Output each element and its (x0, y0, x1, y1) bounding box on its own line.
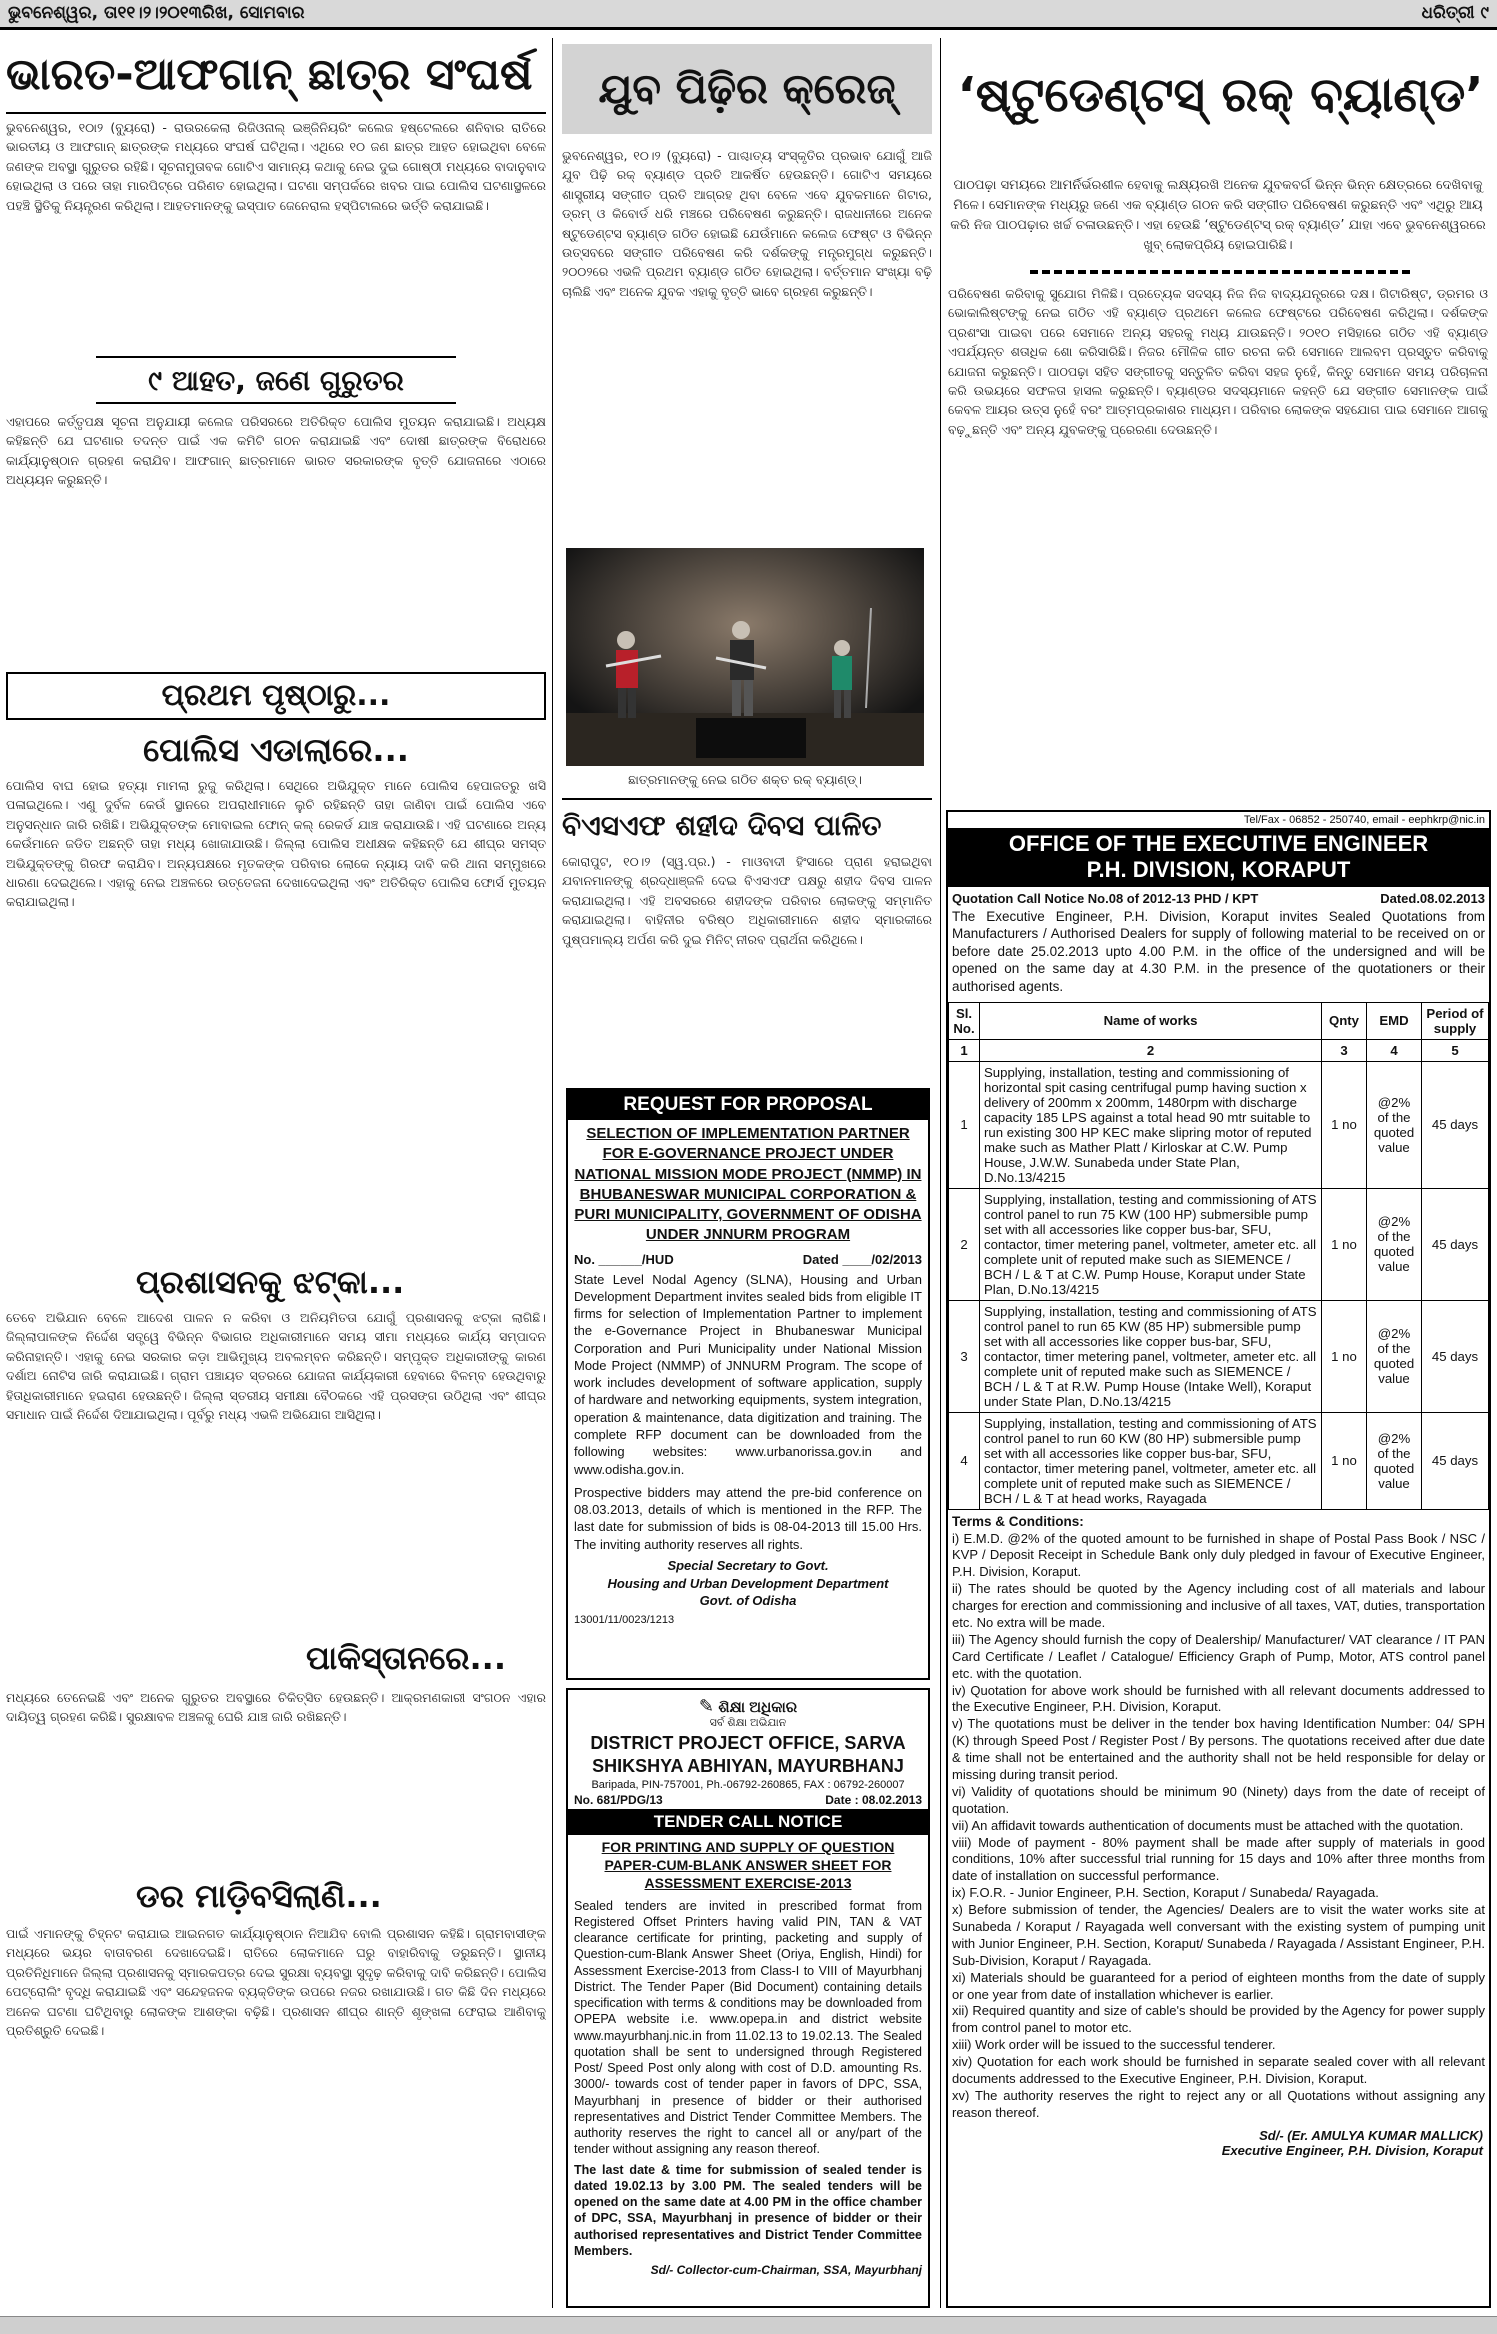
headline-bsf: ବିଏସଏଫ ଶହୀଦ ଦିବସ ପାଳିତ (562, 809, 882, 842)
row-period: 45 days (1422, 1300, 1489, 1412)
idx-cell: 5 (1422, 1039, 1489, 1061)
column-rule-1 (552, 38, 553, 2308)
ssa-date: Date : 08.02.2013 (825, 1793, 922, 1807)
ssa-logo (568, 1690, 928, 1730)
col-name: Name of works (980, 1002, 1322, 1039)
row-qnty: 1 no (1322, 1188, 1367, 1300)
section-title-fear: ଡର ମାଡ଼ିବସିଲାଣି... (136, 1877, 382, 1915)
ee-contact: Tel/Fax - 06852 - 250740, email - eephkrp@nic.in (1243, 814, 1485, 826)
rfp-subtitle: SELECTION OF IMPLEMENTATION PARTNER FOR E-GOVERNANCE PROJECT UNDER NATIONAL MISSION MODE PROJECT (NMMP) IN BHUBANESWAR MUNICIPAL CORPORATION & PURI MUNICIPALITY, GOVERNMENT OF ODISHA UNDER JNNURM PROGRAM (574, 1125, 922, 1244)
term-item: i) E.M.D. @2% of the quoted amount to be furnished in shape of Postal Pass Book / NSC / KVP / Deposit Receipt in Schedule Bank only duly pledged in favour of Executive Engineer, P.H. Division, Koraput. (952, 1530, 1485, 1580)
band-photo-caption: ଛାତ୍ରମାନଙ୍କୁ ନେଇ ଗଠିତ ଶକ୍ତ ରକ୍ ବ୍ୟାଣ୍ଡ୍। (628, 772, 862, 787)
row-work: Supplying, installation, testing and commissioning of ATS control panel to run 65 KW (85 HP) submersible pump set with all accessories like copper bus-bar, SFU, contactor, timer metering panel, voltmeter, ameter etc. all complete unit of reputed make such as SIEMENCE / BCH / L & T at R.W. Pump House (Intake Well), Koraput under State Plan, D.No.13/4215 (980, 1300, 1322, 1412)
band-photo-illustration (566, 548, 924, 766)
rfp-sign-1: Special Secretary to Govt. (667, 1558, 829, 1573)
term-item: xiv) Quotation for each work should be furnished in separate sealed cover with all relevant documents addressed to the Executive Engineer, P.H. Division, Koraput. (952, 2054, 1485, 2087)
rfp-number: No. ______/HUD (574, 1251, 674, 1267)
col-qnty: Qnty (1322, 1002, 1367, 1039)
column-rule-2 (940, 38, 941, 2308)
ee-title-2: P.H. DIVISION, KORAPUT (1086, 857, 1351, 883)
section-title-pakistan: ପାକିସ୍ତାନରେ... (306, 1639, 506, 1677)
term-item: ix) F.O.R. - Junior Engineer, P.H. Section, Koraput / Sunabeda/ Rayagada. (952, 1885, 1379, 1901)
headline-youth-craze: ଯୁବ ପିଢ଼ିର କ୍ରେଜ୍ (562, 44, 932, 134)
page-header (0, 0, 1497, 30)
works-table (948, 1002, 1489, 1510)
ssa-subject: FOR PRINTING AND SUPPLY OF QUESTION PAPER-CUM-BLANK ANSWER SHEET FOR ASSESSMENT EXERCISE-2013 (601, 1839, 895, 1892)
ssa-notice-title: TENDER CALL NOTICE (568, 1809, 928, 1835)
dashed-divider (1030, 270, 1410, 274)
row-work: Supplying, installation, testing and commissioning of horizontal spit casing centrifugal pump having suction x delivery of 200mm x 200mm, 1480rpm with discharge capacity 185 LPS against a total head 90 mtr suitable to run existing 300 HP KEC make slipring motor of reputed make such as Mather Platt / Kirloskar at C.W. Pump House, J.W.W. Sunabeda under State Plan, D.No.13/4215 (980, 1061, 1322, 1188)
dateline: ଭୁବନେଶ୍ୱର, ତା୧୧।୨।୨୦୧୩ରିଖ, ସୋମବାର (8, 3, 305, 23)
section-body-pakistan: ମଧ୍ୟରେ ତେନେଇଛି ଏବଂ ଅନେକ ଗୁରୁତର ଅବସ୍ଥାରେ ଚିକିତ୍ସିତ ହେଉଛନ୍ତି। ଆକ୍ରମଣକାରୀ ସଂଗଠନ ଏହାର ଦାୟିତ୍ୱ ଗ୍ରହଣ କରିଛି। ସୁରକ୍ଷାବଳ ଅଞ୍ଚଳକୁ ଘେରି ଯାଞ୍ଚ ଜାରି ରଖିଛନ୍ତି। (6, 1690, 546, 1725)
ee-intro: The Executive Engineer, P.H. Division, Koraput invites Sealed Quotations from Manufacturers / Authorised Dealers for supply of following material to be received on or before date 25.02.2013 upto 4.00 P.M. in the office of the undersigned and will be opened on the same day at 4.30 P.M. in the presence of the quotationers or their authorised agents. (952, 908, 1485, 994)
article-body-2: ଏହାପରେ କର୍ତ୍ତୃପକ୍ଷ ସୂଚନା ଅନୁଯାୟୀ କଲେଜ ପରିସରରେ ଅତିରିକ୍ତ ପୋଲିସ ମୁତୟନ କରାଯାଇଛି। ଅଧ୍ୟକ୍ଷ କହିଛନ୍ତି ଯେ ଘଟଣାର ତଦନ୍ତ ପାଇଁ ଏକ କମିଟି ଗଠନ କରାଯାଇଛି ଏବଂ ଦୋଷୀ ଛାତ୍ରଙ୍କ ବିରୋଧରେ କାର୍ଯ୍ୟାନୁଷ୍ଠାନ ଗ୍ରହଣ କରାଯିବ। ଆଫଗାନ୍ ଛାତ୍ରମାନେ ଭାରତ ସରକାରଙ୍କ ବୃତ୍ତି ଯୋଜନାରେ ଏଠାରେ ଅଧ୍ୟୟନ କରୁଛନ୍ତି। (6, 414, 546, 488)
term-item: vi) Validity of quotations should be minimum 90 (Ninety) days from the date of receipt of quotation. (952, 1783, 1485, 1816)
ee-sign-1: Sd/- (Er. AMULYA KUMAR MALLICK) (1259, 2127, 1483, 2143)
rock-band-intro: ପାଠପଢ଼ା ସମୟରେ ଆମର୍ନିର୍ଭରଶୀଳ ହେବାକୁ ଲକ୍ଷ୍ୟରଖି ଅନେକ ଯୁବକବର୍ଗ ଭିନ୍ନ ଭିନ୍ନ କ୍ଷେତ୍ରରେ ଦେଖିବାକୁ ମିଳେ। ସେମାନଙ୍କ ମଧ୍ୟରୁ ଜଣେ ଏକ ବ୍ୟାଣ୍ଡ ଗଠନ କରି ସଙ୍ଗୀତ ପରିବେଷଣ କରୁଛନ୍ତି ଏବଂ ଏଥିରୁ ଆୟ କରି ନିଜ ପାଠପଢ଼ାର ଖର୍ଚ୍ଚ ଚଳାଉଛନ୍ତି। ଏହା ହେଉଛି ‘ଷ୍ଟୁଡେଣ୍ଟସ୍ ରକ୍ ବ୍ୟାଣ୍ଡ’ ଯାହା ଏବେ ଭୁବନେଶ୍ୱରରେ ଖୁବ୍ ଲୋକପ୍ରିୟ ହୋଇପାରିଛି। (950, 178, 1486, 254)
pencil-icon: ✎ (698, 1696, 714, 1716)
ssa-last-date: The last date & time for submission of sealed tender is dated 19.02.13 by 3.00 PM. The sealed tenders will be opened on the same date at 4.00 PM in the office chamber of DPC, SSA, Mayurbhanj in presence of bidder or their authorised representatives and District Tender Committee Members. (574, 2162, 922, 2258)
col-sl: Sl. No. (949, 1002, 980, 1039)
section-body-fear: ପାଇଁ ଏମାନଙ୍କୁ ଚିହ୍ନଟ କରାଯାଇ ଆଇନଗତ କାର୍ଯ୍ୟାନୁଷ୍ଠାନ ନିଆଯିବ ବୋଲି ପ୍ରଶାସନ କହିଛି। ଗ୍ରାମବାସୀଙ୍କ ମଧ୍ୟରେ ଭୟର ବାତାବରଣ ଦେଖାଦେଇଛି। ରାତିରେ ଲୋକମାନେ ଘରୁ ବାହାରିବାକୁ ଡରୁଛନ୍ତି। ସ୍ଥାନୀୟ ପ୍ରତିନିଧିମାନେ ଜିଲ୍ଲା ପ୍ରଶାସନକୁ ସ୍ମାରକପତ୍ର ଦେଇ ସୁରକ୍ଷା ବ୍ୟବସ୍ଥା ସୁଦୃଢ଼ କରିବାକୁ ଦାବି କରିଛନ୍ତି। ପୋଲିସ ପେଟ୍ରୋଲିଂ ବୃଦ୍ଧି କରାଯାଇଛି ଏବଂ ସନ୍ଦେହଜନକ ବ୍ୟକ୍ତିଙ୍କ ଉପରେ ନଜର ରଖାଯାଉଛି। ଗତ କିଛି ଦିନ ମଧ୍ୟରେ ଅନେକ ଘଟଣା ଘଟିଥିବାରୁ ଲୋକଙ୍କ ଆଶଙ୍କା ବଢ଼ିଛି। ପ୍ରଶାସନ ଶୀଘ୍ର ଶାନ୍ତି ଶୃଙ୍ଖଳା ଫେରାଇ ଆଣିବାକୁ ପ୍ରତିଶ୍ରୁତି ଦେଇଛି। (6, 1926, 546, 2038)
table-row (949, 1061, 1489, 1188)
row-emd: @2% of the quoted value (1367, 1061, 1422, 1188)
column-left (6, 38, 546, 2308)
youth-article-body: ଭୁବନେଶ୍ୱର, ୧୦।୨ (ବ୍ୟୁରୋ) - ପାଶ୍ଚାତ୍ୟ ସଂସ୍କୃତିର ପ୍ରଭାବ ଯୋଗୁଁ ଆଜି ଯୁବ ପିଢ଼ି ରକ୍ ବ୍ୟାଣ୍ଡ ପ୍ରତି ଆକର୍ଷିତ ହେଉଛନ୍ତି। ଗୋଟିଏ ସମୟରେ ଶାସ୍ତ୍ରୀୟ ସଙ୍ଗୀତ ପ୍ରତି ଆଗ୍ରହ ଥିବା ବେଳେ ଏବେ ଯୁବକମାନେ ଗିଟାର, ଡ୍ରମ୍ ଓ କିବୋର୍ଡ ଧରି ମଞ୍ଚରେ ପରିବେଷଣ କରୁଛନ୍ତି। ରାଜଧାନୀରେ ଅନେକ ଷ୍ଟୁଡେଣ୍ଟସ ବ୍ୟାଣ୍ଡ ଗଠିତ ହୋଇଛି ଯେଉଁମାନେ କଲେଜ ଫେଷ୍ଟ ଓ ବିଭିନ୍ନ ଉତ୍ସବରେ ସଙ୍ଗୀତ ପରିବେଷଣ କରି ଦର୍ଶକଙ୍କୁ ମନ୍ତ୍ରମୁଗ୍ଧ କରୁଛନ୍ତି। ୨୦୦୨ରେ ଏଭଳି ପ୍ରଥମ ବ୍ୟାଣ୍ଡ ଗଠିତ ହୋଇଥିଲା। ବର୍ତ୍ତମାନ ସଂଖ୍ୟା ବଢ଼ି ଚାଲିଛି ଏବଂ ଅନେକ ଯୁବକ ଏହାକୁ ବୃତ୍ତି ଭାବେ ଗ୍ରହଣ କରୁଛନ୍ତି। (562, 148, 932, 299)
term-item: vii) An affidavit towards authentication of documents must be attached with the quotation. (952, 1817, 1464, 1833)
ssa-signature: Sd/- Collector-cum-Chairman, SSA, Mayurbhanj (650, 2263, 922, 2278)
page-number: ଧରିତ୍ରୀ ୯ (1421, 3, 1489, 23)
divider (6, 112, 546, 114)
rfp-sign-3: Govt. of Odisha (699, 1593, 797, 1609)
article-body: ଭୁବନେଶ୍ୱର, ୧୦ା୨ (ବ୍ୟୁରୋ) - ରାଉରକେଲା ରିଜିଓନାଲ୍ ଇଞ୍ଜିନିୟରିଂ କଲେଜ ହଷ୍ଟେଲରେ ଶନିବାର ରାତିରେ ଭାରତୀୟ ଓ ଆଫଗାନ୍ ଛାତ୍ରଙ୍କ ମଧ୍ୟରେ ସଂଘର୍ଷ ଘଟିଥିଲା। ଏଥିରେ ୧୦ ଜଣ ଛାତ୍ର ଆହତ ହୋଇଥିବା ବେଳେ ଜଣଙ୍କ ଅବସ୍ଥା ଗୁରୁତର ରହିଛି। ସୂଚନାମୁତାବକ ଗୋଟିଏ ସାମାନ୍ୟ କଥାକୁ ନେଇ ଦୁଇ ଗୋଷ୍ଠୀ ମଧ୍ୟରେ ବାଦାନୁବାଦ ହୋଇଥିଲା ଓ ପରେ ତାହା ମାରପିଟ୍‌ରେ ପରିଣତ ହୋଇଥିଲା। ଘଟଣା ସମ୍ପର୍କରେ ଖବର ପାଇ ପୋଲିସ ଘଟଣାସ୍ଥଳରେ ପହଞ୍ଚି ସ୍ଥିତିକୁ ନିୟନ୍ତ୍ରଣ କରିଥିଲା। ଆହତମାନଙ୍କୁ ଇସ୍ପାତ ଜେନେରାଲ ହସ୍ପିଟାଲରେ ଭର୍ତ୍ତି କରାଯାଇଛି। (6, 120, 546, 213)
rfp-code: 13001/11/0023/1213 (574, 1613, 675, 1626)
idx-cell: 3 (1322, 1039, 1367, 1061)
term-item: xi) Materials should be guaranteed for a period of eighteen months from the date of supply or one year from date of installation whichever is earlier. (952, 1969, 1485, 2002)
subhead-injured: ୯ ଆହତ, ଜଣେ ଗୁରୁତର (96, 356, 456, 404)
ee-notice-date: Dated.08.02.2013 (1380, 890, 1485, 906)
divider (562, 798, 932, 800)
term-item: xiii) Work order will be issued to the successful tenderer. (952, 2037, 1276, 2053)
section-title-police: ପୋଲିସ ଏଡାଲାରେ... (143, 731, 409, 769)
ssa-title: DISTRICT PROJECT OFFICE, SARVA SHIKSHYA ABHIYAN, MAYURBHANJ (590, 1733, 906, 1776)
row-emd: @2% of the quoted value (1367, 1412, 1422, 1509)
term-item: xv) The authority reserves the right to reject any or all Quotations without assigning any reason thereof. (952, 2087, 1485, 2120)
section-title-admin: ପ୍ରଶାସନକୁ ଝଟ୍‌କା... (136, 1263, 405, 1301)
row-emd: @2% of the quoted value (1367, 1188, 1422, 1300)
col-period: Period of supply (1422, 1002, 1489, 1039)
term-item: v) The quotations must be deliver in the tender box having Identification Number: 04/ SPH (K) through Speed Post / Register Post / By persons. The quotations received after due date & time shall not be entertained and the authority shall not be held responsible for delay or missing during transit period. (952, 1716, 1485, 1782)
row-sl: 3 (949, 1300, 980, 1412)
row-period: 45 days (1422, 1188, 1489, 1300)
terms-title: Terms & Conditions: (952, 1513, 1084, 1529)
row-sl: 2 (949, 1188, 980, 1300)
table-row (949, 1412, 1489, 1509)
page-footer (0, 2316, 1497, 2334)
rfp-body-2: Prospective bidders may attend the pre-bid conference on 08.03.2013, details of which is mentioned in the RFP. The last date for submission of bids is 08-04-2013 till 15.00 Hrs. The inviting authority reserves all rights. (574, 1484, 922, 1552)
rock-band-body: ପରିବେଷଣ କରିବାକୁ ସୁଯୋଗ ମିଳିଛି। ପ୍ରତ୍ୟେକ ସଦସ୍ୟ ନିଜ ନିଜ ବାଦ୍ୟଯନ୍ତ୍ରରେ ଦକ୍ଷ। ଗିଟାରିଷ୍ଟ, ଡ୍ରମର ଓ ଭୋକାଲିଷ୍ଟଙ୍କୁ ନେଇ ଗଠିତ ଏହି ବ୍ୟାଣ୍ଡ ପ୍ରଥମେ କଲେଜ ଫେଷ୍ଟରେ ପରିବେଷଣ କରିଥିଲା। ଦର୍ଶକଙ୍କ ପ୍ରଶଂସା ପାଇବା ପରେ ସେମାନେ ଅନ୍ୟ ସହରକୁ ମଧ୍ୟ ଯାଉଛନ୍ତି। ୨୦୧୦ ମସିହାରେ ଗଠିତ ଏହି ବ୍ୟାଣ୍ଡ ଏପର୍ଯ୍ୟନ୍ତ ଶତାଧିକ ଶୋ କରିସାରିଛି। ନିଜର ମୌଳିକ ଗୀତ ରଚନା କରି ସେମାନେ ଆଲବମ ପ୍ରସ୍ତୁତ କରିବାକୁ ଯୋଜନା କରୁଛନ୍ତି। ପାଠପଢ଼ା ସହିତ ସଙ୍ଗୀତକୁ ସନ୍ତୁଳିତ କରିବା ସହଜ ନୁହେଁ, କିନ୍ତୁ ସେମାନେ ସମୟ ପରିଚାଳନା କରି ଉଭୟରେ ସଫଳତା ହାସଲ କରୁଛନ୍ତି। ବ୍ୟାଣ୍ଡର ସଦସ୍ୟମାନେ କହନ୍ତି ଯେ ସଙ୍ଗୀତ ସେମାନଙ୍କ ପାଇଁ କେବଳ ଆୟର ଉତ୍ସ ନୁହେଁ ବରଂ ଆତ୍ମପ୍ରକାଶର ମାଧ୍ୟମ। ପରିବାର ଲୋକଙ୍କ ସହଯୋଗ ପାଇ ସେମାନେ ଆଗକୁ ବଢ଼ୁଛନ୍ତି ଏବଂ ଅନ୍ୟ ଯୁବକଙ୍କୁ ପ୍ରେରଣା ଦେଉଛନ୍ତି। (948, 286, 1488, 437)
ssa-logo-text: ଶିକ୍ଷା ଅଧିକାର (718, 1699, 798, 1716)
term-item: iii) The Agency should furnish the copy of Dealership/ Manufacturer/ VAT clearance / IT PAN Card Certificate / Leaflet / Catalogue/ Efficiency Graph of Pump, Motor, ATS control panel etc. with the quotation. (952, 1631, 1485, 1681)
headline-india-afghan: ଭାରତ-ଆଫଗାନ୍ ଛାତ୍ର ସଂଘର୍ଷ (6, 49, 533, 100)
row-period: 45 days (1422, 1061, 1489, 1188)
table-header-row (949, 1002, 1489, 1039)
table-row (949, 1300, 1489, 1412)
term-item: xii) Required quantity and size of cable's should be provided by the Agency for power supply from control panel to motor etc. (952, 2003, 1485, 2036)
ssa-body: Sealed tenders are invited in prescribed format from Registered Offset Printers having valid PIN, TAN & VAT clearance certificate for printing, packeting and supply of Question-cum-Blank Answer Sheet (Oriya, English, Hindi) for Assessment Exercise-2013 from Class-I to VIII of Mayurbhanj District. The Tender Paper (Bid Document) containing details specification with terms & conditions may be downloaded from OPEPA website i.e. www.opepa.in and district website www.mayurbhanj.nic.in from 11.02.13 to 19.02.13. The Sealed quotation shall be sent to undersigned through Registered Post/ Speed Post only along with cost of D.D. amounting Rs. 3000/- towards cost of tender paper in favors of DPC, SSA, Mayurbhanj in presence of bidder or their authorised representatives and District Tender Committee Members. The authority reserves the right to cancel all or any/part of the tender without assigning any reason thereof. (574, 1898, 922, 2157)
ee-quotation-ad (946, 810, 1491, 2308)
row-qnty: 1 no (1322, 1412, 1367, 1509)
row-qnty: 1 no (1322, 1300, 1367, 1412)
headline-students-rock-band: ‘ଷ୍ଟୁଡେଣ୍ଟସ୍ ରକ୍ ବ୍ୟାଣ୍ଡ’ (957, 67, 1484, 123)
row-sl: 4 (949, 1412, 980, 1509)
rfp-date: Dated ____/02/2013 (802, 1251, 922, 1267)
ssa-tender-ad (566, 1688, 930, 2308)
idx-cell: 4 (1367, 1039, 1422, 1061)
rfp-sign-2: Housing and Urban Development Department (607, 1575, 889, 1591)
term-item: viii) Mode of payment - 80% payment shall be made after supply of materials in good conditions, 10% after successful trial running for 15 days and 10% after three months from date of installation on successful performance. (952, 1834, 1485, 1884)
section-body-admin: ତେବେ ଅଭିଯାନ ବେଳେ ଆଦେଶ ପାଳନ ନ କରିବା ଓ ଅନିୟମିତତା ଯୋଗୁଁ ପ୍ରଶାସନକୁ ଝଟ୍‌କା ଲାଗିଛି। ଜିଲ୍ଲାପାଳଙ୍କ ନିର୍ଦ୍ଦେଶ ସତ୍ତ୍ୱେ ବିଭିନ୍ନ ବିଭାଗର ଅଧିକାରୀମାନେ ସମୟ ସୀମା ମଧ୍ୟରେ କାର୍ଯ୍ୟ ସମ୍ପାଦନ କରିନାହାନ୍ତି। ଏହାକୁ ନେଇ ସରକାର କଡ଼ା ଆଭିମୁଖ୍ୟ ଅବଲମ୍ବନ କରିଛନ୍ତି। ସମ୍ପୃକ୍ତ ଅଧିକାରୀଙ୍କୁ କାରଣ ଦର୍ଶାଅ ନୋଟିସ ଜାରି କରାଯାଇଛି। ଗ୍ରାମ ପଞ୍ଚାୟତ ସ୍ତରରେ ଯୋଜନା କାର୍ଯ୍ୟକାରୀ ହେବାରେ ବିଳମ୍ବ ହେଉଥିବାରୁ ହିତାଧିକାରୀମାନେ ହଇରାଣ ହେଉଛନ୍ତି। ଜିଲ୍ଲା ସ୍ତରୀୟ ସମୀକ୍ଷା ବୈଠକରେ ଏହି ପ୍ରସଙ୍ଗ ଉଠିଥିଲା ଏବଂ ଶୀଘ୍ର ସମାଧାନ ପାଇଁ ନିର୍ଦ୍ଦେଶ ଦିଆଯାଇଥିଲା। ପୂର୍ବରୁ ମଧ୍ୟ ଏଭଳି ଅଭିଯୋଗ ଆସିଥିଲା। (6, 1310, 546, 1422)
section-body-police: ପୋଲିସ ବାଘ ହୋଇ ହତ୍ୟା ମାମଲା ରୁଜୁ କରିଥିଲା। ସେଥିରେ ଅଭିଯୁକ୍ତ ମାନେ ପୋଲିସ ହେପାଜତରୁ ଖସି ପଳାଇଥିଲେ। ଏଣୁ ଦୁର୍ବଳ କେଉଁ ସ୍ଥାନରେ ଅପରାଧୀମାନେ ଲୁଚି ରହିଛନ୍ତି ତାହା ଜାଣିବା ପାଇଁ ପୋଲିସ ଏବେ ଅନୁସନ୍ଧାନ ଜାରି ରଖିଛି। ଅଭିଯୁକ୍ତଙ୍କ ମୋବାଇଲ ଫୋନ୍ କଲ୍ ରେକର୍ଡ ଯାଞ୍ଚ କରାଯାଉଛି। ଏହି ଘଟଣାରେ ଅନ୍ୟ କେଉଁମାନେ ଜଡିତ ଅଛନ୍ତି ତାହା ମଧ୍ୟ ଖୋଜାଯାଉଛି। ଜିଲ୍ଲା ପୋଲିସ ଅଧୀକ୍ଷକ କହିଛନ୍ତି ଯେ ଶୀଘ୍ର ସମସ୍ତ ଅଭିଯୁକ୍ତଙ୍କୁ ଗିରଫ କରାଯିବ। ଅନ୍ୟପକ୍ଷରେ ମୃତକଙ୍କ ପରିବାର ଲୋକେ ନ୍ୟାୟ ଦାବି କରି ଥାନା ସମ୍ମୁଖରେ ଧାରଣା ଦେଇଥିଲେ। ଏହାକୁ ନେଇ ଅଞ୍ଚଳରେ ଉତ୍ତେଜନା ଦେଖାଦେଇଥିଲା ଏବଂ ଅତିରିକ୍ତ ପୋଲିସ ଫୋର୍ସ ମୁତୟନ କରାଯାଇଥିଲା। (6, 778, 546, 910)
ssa-number: No. 681/PDG/13 (574, 1793, 663, 1807)
idx-cell: 2 (980, 1039, 1322, 1061)
ee-title-1: OFFICE OF THE EXECUTIVE ENGINEER (1008, 831, 1429, 856)
term-item: ii) The rates should be quoted by the Agency including cost of all materials and labour charges for erection and commissioning and inclusive of all taxes, VAT, duties, transportation etc. No extra will be made. (952, 1581, 1485, 1630)
row-work: Supplying, installation, testing and commissioning of ATS control panel to run 75 KW (100 HP) submersible pump set with all accessories like copper bus-bar, SFU, contactor, timer metering panel, voltmeter, ameter etc. all complete unit of reputed make such as SIEMENCE / BCH / L & T at C.W. Pump House, Koraput under State Plan, D.No.13/4215 (980, 1188, 1322, 1300)
row-work: Supplying, installation, testing and commissioning of ATS control panel to run 60 KW (80 HP) submersible pump set with all accessories like copper bus-bar, SFU, contactor, timer metering panel, voltmeter, ameter etc. all complete unit of reputed make such as SIEMENCE / BCH / L & T at head works, Rayagada (980, 1412, 1322, 1509)
term-item: iv) Quotation for above work should be furnished with all relevant documents addressed to the Executive Engineer, P.H. Division, Koraput. (952, 1682, 1485, 1715)
rfp-ad (566, 1088, 930, 1680)
band-photo (566, 548, 924, 766)
terms-list (948, 1531, 1489, 2122)
ssa-address: Baripada, PIN-757001, Ph.-06792-260865, FAX : 06792-260007 (591, 1779, 905, 1791)
row-emd: @2% of the quoted value (1367, 1300, 1422, 1412)
row-sl: 1 (949, 1061, 980, 1188)
ee-notice-number: Quotation Call Notice No.08 of 2012-13 PHD / KPT (952, 890, 1259, 906)
ssa-logo-sub: ସର୍ବ ଶିକ୍ଷା ଅଭିଯାନ (709, 1717, 787, 1729)
rfp-body: State Level Nodal Agency (SLNA), Housing and Urban Development Department invites sealed bids from eligible IT firms for selection of Implementation Partner to implement the e-Governance Project in Bhubaneswar Municipal Corporation and Puri Municipality under National Mission Mode Project (NMMP) of JNNURM Program. The scope of work includes development of software application, supply of hardware and networking equipments, system integration, operation & maintenance, data digitization and training. The complete RFP document can be downloaded from the following websites: www.urbanorissa.gov.in and www.odisha.gov.in. (574, 1271, 922, 1477)
bsf-article-body: କୋରାପୁଟ, ୧୦।୨ (ସ୍ୱ.ପ୍ର.) - ମାଓବାଦୀ ହିଂସାରେ ପ୍ରାଣ ହରାଇଥିବା ଯବାନମାନଙ୍କୁ ଶ୍ରଦ୍ଧାଞ୍ଜଳି ଦେଇ ବିଏସଏଫ ପକ୍ଷରୁ ଶହୀଦ ଦିବସ ପାଳନ କରାଯାଇଥିଲା। ଏହି ଅବସରରେ ଶହୀଦଙ୍କ ପରିବାର ଲୋକଙ୍କୁ ସମ୍ମାନିତ କରାଯାଇଥିଲା। ବାହିନୀର ବରିଷ୍ଠ ଅଧିକାରୀମାନେ ଶହୀଦ ସ୍ମାରକୀରେ ପୁଷ୍ପମାଲ୍ୟ ଅର୍ପଣ କରି ଦୁଇ ମିନିଟ୍ ନୀରବ ପ୍ରାର୍ଥନା କରିଥିଲେ। (562, 854, 932, 947)
ee-sign-2: Executive Engineer, P.H. Division, Koraput (1221, 2142, 1483, 2158)
front-page-box: ପ୍ରଥମ ପୃଷ୍ଠାରୁ... (6, 672, 546, 720)
table-index-row (949, 1039, 1489, 1061)
rfp-title: REQUEST FOR PROPOSAL (568, 1090, 928, 1120)
table-row (949, 1188, 1489, 1300)
term-item: x) Before submission of tender, the Agencies/ Dealers are to visit the water works site at Sunabeda / Koraput / Rayagada well conversant with the existing system of pumping unit with Junior Engineer, P.H. Section, Koraput/ Sunabeda / Rayagada / Assistant Engineer, P.H. Sub-Division, Koraput / Rayagada. (952, 1902, 1485, 1968)
idx-cell: 1 (949, 1039, 980, 1061)
row-qnty: 1 no (1322, 1061, 1367, 1188)
row-period: 45 days (1422, 1412, 1489, 1509)
col-emd: EMD (1367, 1002, 1422, 1039)
